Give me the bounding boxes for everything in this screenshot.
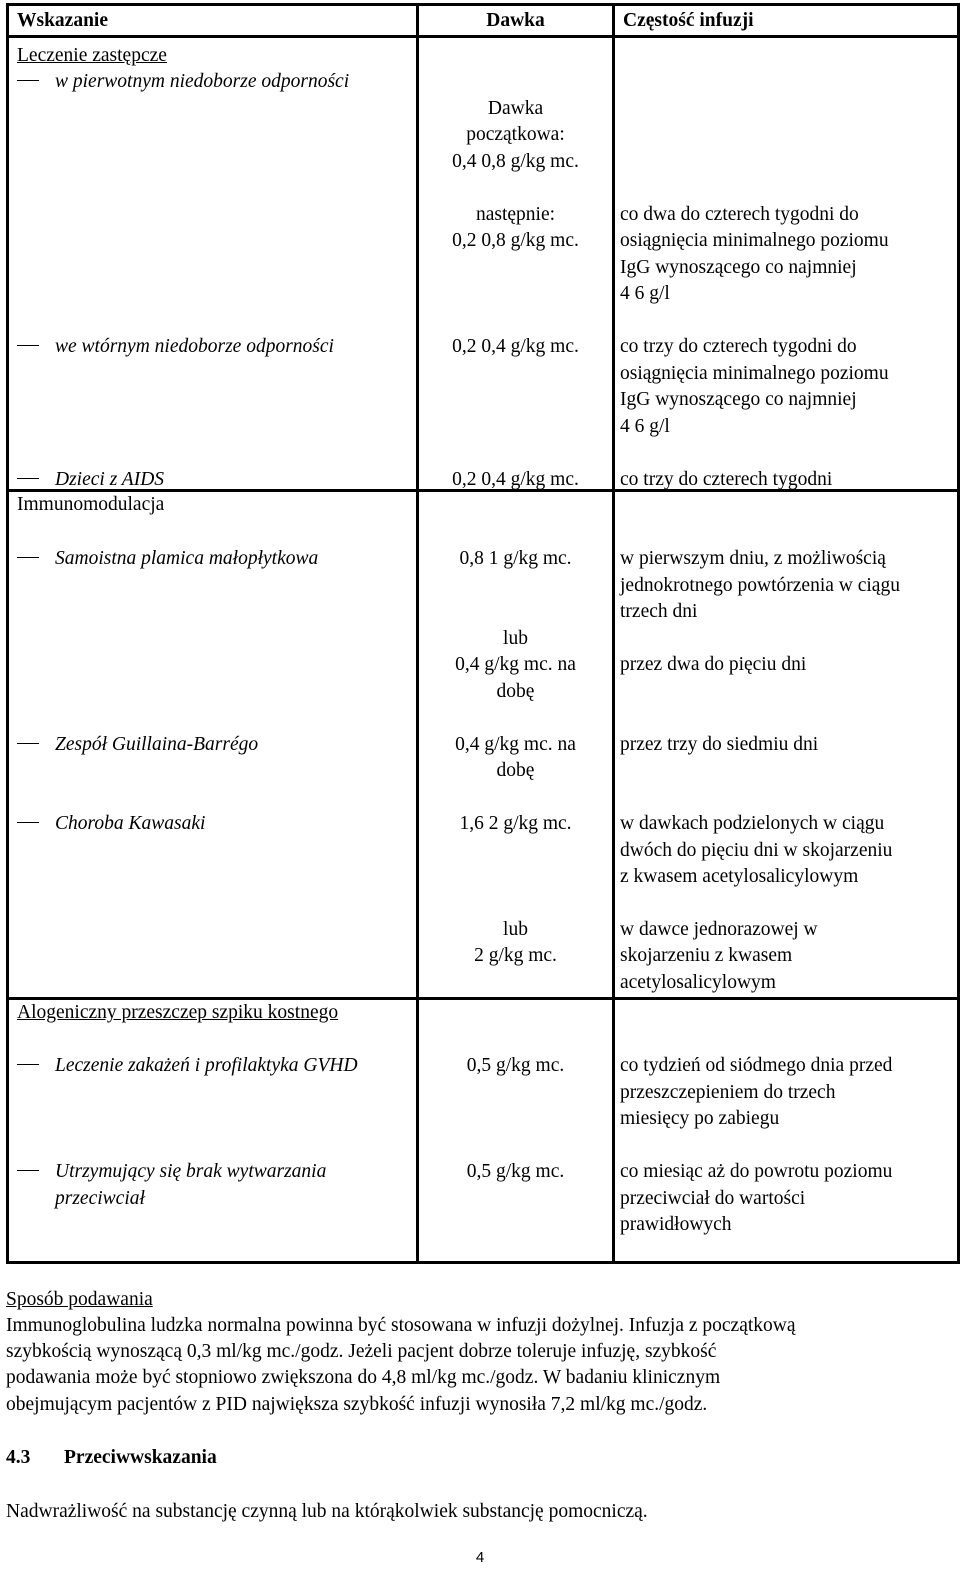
indication-antibody-deficit: Utrzymujący się brak wytwarzania przeciwciał	[17, 1159, 385, 1212]
section-title: Przeciwwskazania	[64, 1447, 217, 1468]
frequency-text: co miesiąc aż do powrotu poziomu	[620, 1161, 893, 1182]
section-immunomodulation	[8, 491, 959, 999]
dosage-table	[6, 3, 960, 1264]
dose-text: 0,4 g/kg mc. na	[455, 654, 576, 675]
section-title: Immunomodulacja	[17, 494, 165, 515]
dash-mark	[17, 1064, 39, 1065]
indication-primary-id: w pierwotnym niedoborze odporności	[17, 69, 349, 96]
header-indication: Wskazanie	[8, 5, 418, 37]
section-replacement	[8, 37, 959, 491]
indication-kawasaki: Choroba Kawasaki	[17, 811, 205, 838]
frequency-text: jednokrotnego powtórzenia w ciągu	[620, 575, 900, 596]
frequency-text: miesięcy po zabiegu	[620, 1108, 780, 1129]
dash-mark	[17, 1170, 39, 1171]
dose-text: początkowa:	[466, 124, 565, 145]
page-number: 4	[475, 1549, 485, 1566]
table-header-row	[8, 5, 959, 37]
frequency-text: osiągnięcia minimalnego poziomu	[620, 230, 889, 251]
section-heading-4-3	[6, 1445, 217, 1472]
indication-itp: Samoistna plamica małopłytkowa	[17, 546, 318, 573]
section-bmt	[8, 999, 959, 1263]
dose-text: 0,4 g/kg mc. na	[455, 734, 576, 755]
section-number: 4.3	[6, 1447, 31, 1468]
dose-text: lub	[503, 919, 528, 940]
section-title: Leczenie zastępcze	[17, 45, 167, 66]
frequency-text: przez dwa do pięciu dni	[620, 654, 807, 675]
dose-text: dobę	[496, 681, 535, 702]
administration-heading: Sposób podawania	[6, 1289, 153, 1310]
dash-mark	[17, 80, 39, 81]
dose-text: dobę	[496, 760, 535, 781]
frequency-text: co trzy do czterech tygodni do	[620, 336, 857, 357]
frequency-text: w pierwszym dniu, z możliwością	[620, 548, 886, 569]
indication-children-aids: Dzieci z AIDS	[17, 467, 164, 494]
indication-secondary-id: we wtórnym niedoborze odporności	[17, 334, 334, 361]
frequency-text: przez trzy do siedmiu dni	[620, 734, 819, 755]
dose-text: 0,2 0,4 g/kg mc.	[452, 469, 579, 490]
frequency-text: 4 6 g/l	[620, 416, 670, 437]
dose-text: 0,5 g/kg mc.	[466, 1161, 565, 1182]
dash-mark	[17, 743, 39, 744]
dash-mark	[17, 345, 39, 346]
frequency-text: z kwasem acetylosalicylowym	[620, 866, 859, 887]
administration-line: obejmującym pacjentów z PID największa szybkość infuzji wynosiła 7,2 ml/kg mc./godz.	[6, 1394, 708, 1415]
dash-mark	[17, 822, 39, 823]
dose-text: 0,5 g/kg mc.	[466, 1055, 565, 1076]
indication-gbs: Zespół Guillaina-Barrégo	[17, 732, 258, 759]
administration-line: Immunoglobulina ludzka normalna powinna być stosowana w infuzji dożylnej. Infuzja z początkową	[6, 1315, 796, 1336]
header-frequency: Częstość infuzji	[614, 5, 959, 37]
section-title: Alogeniczny przeszczep szpiku kostnego	[17, 1002, 339, 1023]
frequency-text: w dawce jednorazowej w	[620, 919, 818, 940]
frequency-text: w dawkach podzielonych w ciągu	[620, 813, 885, 834]
frequency-text: dwóch do pięciu dni w skojarzeniu	[620, 840, 893, 861]
dose-text: 1,6 2 g/kg mc.	[459, 813, 572, 834]
dose-text: 0,2 0,8 g/kg mc.	[452, 230, 579, 251]
indication-gvhd: Leczenie zakażeń i profilaktyka GVHD	[17, 1053, 358, 1080]
frequency-text: prawidłowych	[620, 1214, 732, 1235]
frequency-text: co trzy do czterech tygodni	[620, 469, 833, 490]
frequency-text: acetylosalicylowym	[620, 972, 776, 993]
frequency-text: 4 6 g/l	[620, 283, 670, 304]
dose-text: 2 g/kg mc.	[474, 945, 557, 966]
dose-text: 0,4 0,8 g/kg mc.	[452, 151, 579, 172]
dose-text: lub	[503, 628, 528, 649]
dash-mark	[17, 557, 39, 558]
dose-text: Dawka	[487, 98, 544, 119]
frequency-text: co dwa do czterech tygodni do	[620, 204, 859, 225]
frequency-text: trzech dni	[620, 601, 698, 622]
dose-text: 0,2 0,4 g/kg mc.	[452, 336, 579, 357]
dose-text: następnie:	[475, 204, 556, 225]
administration-line: szybkością wynoszącą 0,3 ml/kg mc./godz. Jeżeli pacjent dobrze toleruje infuzję, szybkość	[6, 1341, 717, 1362]
contraindications-text: Nadwrażliwość na substancję czynną lub na którąkolwiek substancję pomocniczą.	[6, 1501, 648, 1522]
frequency-text: IgG wynoszącego co najmniej	[620, 389, 857, 410]
header-dose: Dawka	[418, 5, 614, 37]
frequency-text: osiągnięcia minimalnego poziomu	[620, 363, 889, 384]
frequency-text: skojarzeniu z kwasem	[620, 945, 793, 966]
frequency-text: IgG wynoszącego co najmniej	[620, 257, 857, 278]
frequency-text: co tydzień od siódmego dnia przed	[620, 1055, 893, 1076]
dose-text: 0,8 1 g/kg mc.	[459, 548, 572, 569]
frequency-text: przeciwciał do wartości	[620, 1188, 806, 1209]
frequency-text: przeszczepieniem do trzech	[620, 1082, 836, 1103]
dash-mark	[17, 478, 39, 479]
administration-line: podawania może być stopniowo zwiększona do 4,8 ml/kg mc./godz. W badaniu klinicznym	[6, 1367, 721, 1388]
